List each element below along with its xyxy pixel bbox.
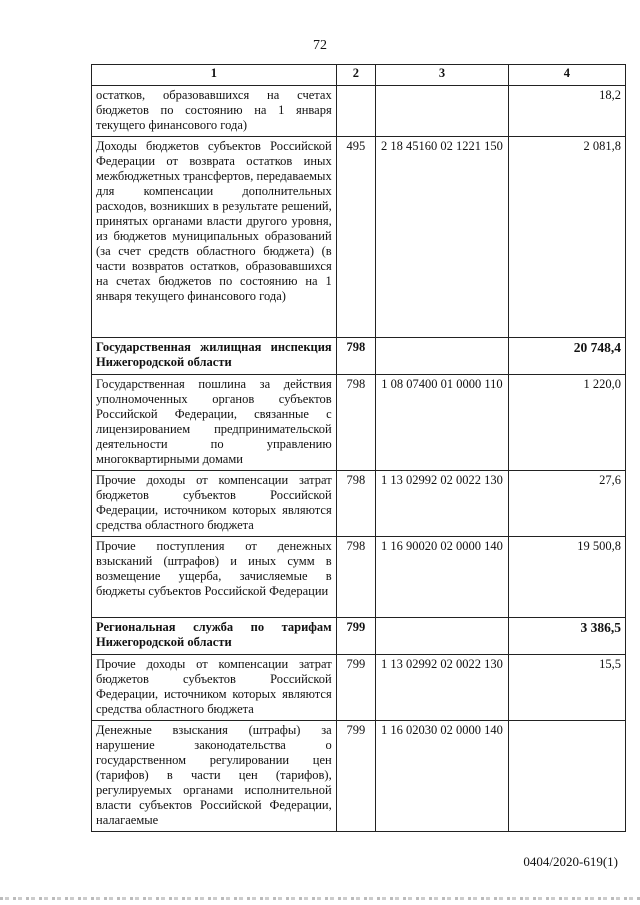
row-budget-code	[376, 86, 509, 137]
row-amount: 19 500,8	[508, 537, 625, 618]
row-budget-code: 1 16 90020 02 0000 140	[376, 537, 509, 618]
table-header-row	[92, 65, 626, 86]
page-number: 72	[313, 38, 327, 53]
column-header-3: 3	[376, 65, 509, 86]
row-budget-code	[376, 338, 509, 375]
row-description: Доходы бюджетов субъектов Российской Федерации от возврата остатков иных межбюджетных трансфертов, передаваемых для компенсации дополнительных расходов, возникших в результате решений, принятых органами власти другого уровня, из бюджетов муниципальных образований (за счет средств областного бюджета) (в части возвратов остатков, образовавшихся на счетах бюджетов по состоянию на 1 января текущего финансового года)	[92, 137, 337, 338]
section-title: Государственная жилищная инспекция Нижегородской области	[92, 338, 337, 375]
table-row	[92, 537, 626, 618]
row-budget-code: 1 13 02992 02 0022 130	[376, 471, 509, 537]
section-row	[92, 618, 626, 655]
table-row	[92, 137, 626, 338]
row-amount: 27,6	[508, 471, 625, 537]
row-admin-code: 798	[336, 537, 375, 618]
row-budget-code: 1 08 07400 01 0000 110	[376, 375, 509, 471]
row-description: Прочие доходы от компенсации затрат бюджетов субъектов Российской Федерации, источником которых являются средства областного бюджета	[92, 655, 337, 721]
row-admin-code: 799	[336, 618, 375, 655]
row-admin-code: 798	[336, 471, 375, 537]
row-description: Денежные взыскания (штрафы) за нарушение законодательства о государственном регулировании цен (тарифов) в части цен (тарифов), регулируемых органами исполнительной власти субъектов Российской Федерации, налагаемые	[92, 721, 337, 832]
row-amount	[508, 721, 625, 832]
row-description: Прочие поступления от денежных взысканий (штрафов) и иных сумм в возмещение ущерба, зачисляемые в бюджеты субъектов Российской Федерации	[92, 537, 337, 618]
row-description: Прочие доходы от компенсации затрат бюджетов субъектов Российской Федерации, источником которых являются средства областного бюджета	[92, 471, 337, 537]
column-header-4: 4	[508, 65, 625, 86]
row-description: остатков, образовавшихся на счетах бюджетов по состоянию на 1 января текущего финансового года)	[92, 86, 337, 137]
row-admin-code: 798	[336, 338, 375, 375]
row-budget-code: 1 13 02992 02 0022 130	[376, 655, 509, 721]
table-row	[92, 86, 626, 137]
row-budget-code: 2 18 45160 02 1221 150	[376, 137, 509, 338]
row-amount: 18,2	[508, 86, 625, 137]
row-admin-code: 798	[336, 375, 375, 471]
table-row	[92, 655, 626, 721]
row-amount: 15,5	[508, 655, 625, 721]
row-amount: 2 081,8	[508, 137, 625, 338]
column-header-2: 2	[336, 65, 375, 86]
section-title: Региональная служба по тарифам Нижегородской области	[92, 618, 337, 655]
table-row	[92, 721, 626, 832]
column-header-1: 1	[92, 65, 337, 86]
scan-artifact-line	[0, 897, 640, 900]
table-row	[92, 375, 626, 471]
row-admin-code: 799	[336, 721, 375, 832]
row-description: Государственная пошлина за действия уполномоченных органов субъектов Российской Федерации, связанные с лицензированием предпринимательской деятельности по управлению многоквартирными домами	[92, 375, 337, 471]
row-budget-code: 1 16 02030 02 0000 140	[376, 721, 509, 832]
row-admin-code: 799	[336, 655, 375, 721]
section-row	[92, 338, 626, 375]
section-total: 3 386,5	[508, 618, 625, 655]
row-amount: 1 220,0	[508, 375, 625, 471]
row-admin-code	[336, 86, 375, 137]
row-admin-code: 495	[336, 137, 375, 338]
document-reference: 0404/2020-619(1)	[523, 854, 618, 869]
row-budget-code	[376, 618, 509, 655]
budget-revenue-table	[91, 64, 626, 832]
table-row	[92, 471, 626, 537]
section-total: 20 748,4	[508, 338, 625, 375]
